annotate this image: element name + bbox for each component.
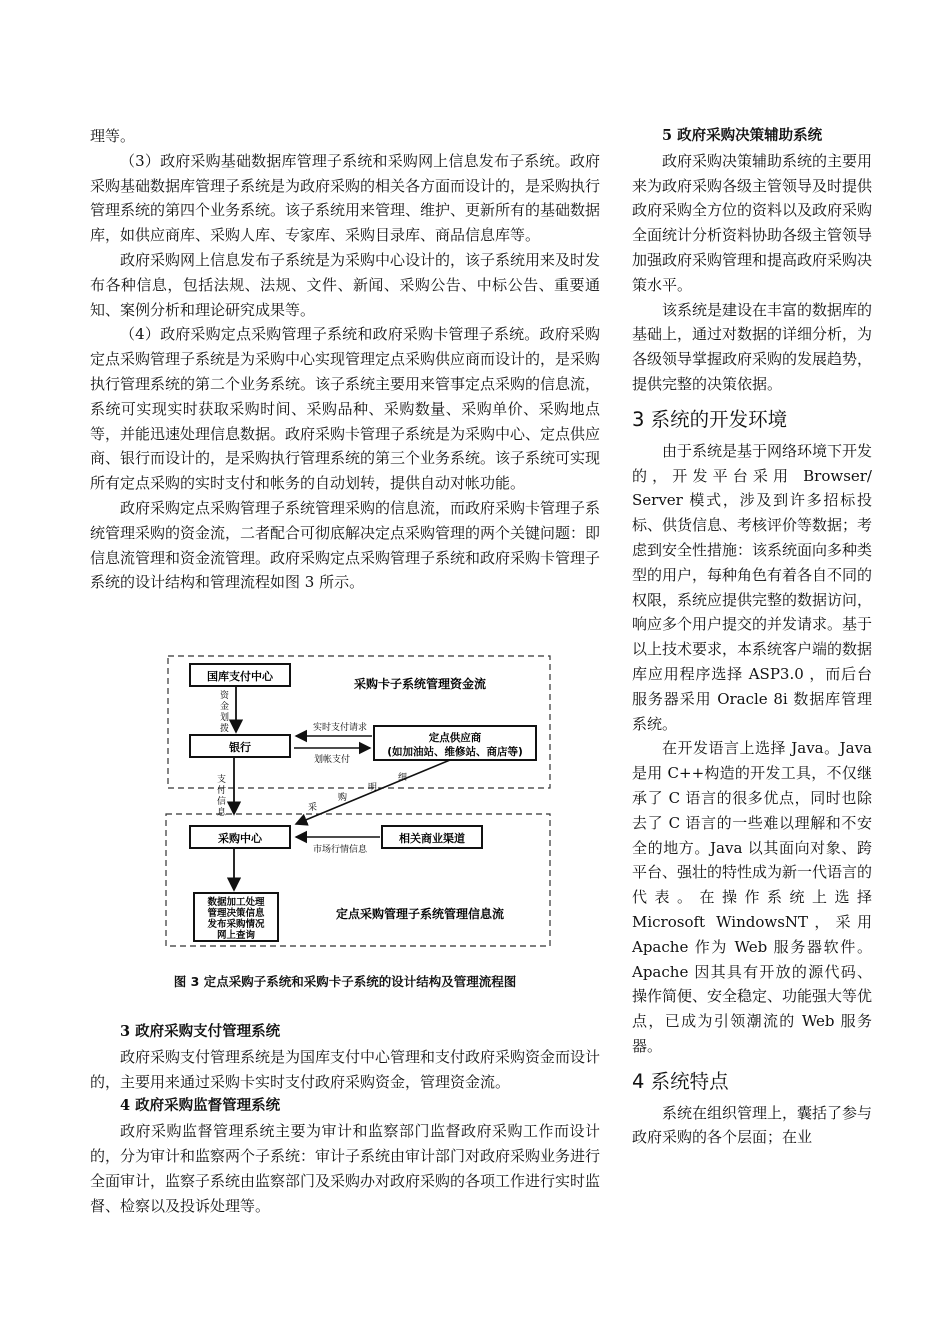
- left-column-top: [90, 124, 600, 595]
- heading-supervision-system: 4 政府采购监督管理系统: [120, 1097, 281, 1115]
- paragraph-supervision-system: 政府采购监督管理系统主要为审计和监察部门监督政府采购工作而设计的，分为审计和监察两个子系统：审计子系统由审计部门对政府采购业务进行全面审计，监察子系统由监察部门及采购办对政府采购的各项工作进行实时监督、检察以及投诉处理等。: [90, 1122, 601, 1215]
- market-info-label: 市场行情信息: [312, 845, 368, 855]
- right-column: [632, 124, 872, 1150]
- svg-text:明: 明: [368, 783, 378, 793]
- center-label: 采购中心: [218, 832, 262, 845]
- paragraph-dev-language: 在开发语言上选择 Java。Java 是用 C++构造的开发工具，不仅继承了 C 语言的很多优点，同时也除去了 C 语言的一些难以理解和不安全的地方。Java 以其面向对象、跨平台、强壮的特性成为新一代语言的代表。在操作系统上选择 Microsoft WindowsNT，采用 Apache 作为 Web 服务器软件。Apache 因其具有开放的源代码、操作简便、安全稳定、功能强大等优点，已成为引领潮流的 Web 服务器。: [632, 739, 873, 1055]
- svg-text:网上查询: 网上查询: [216, 930, 256, 941]
- channel-label: 相关商业渠道: [399, 832, 465, 845]
- info-flow-title: 定点采购管理子系统管理信息流: [335, 907, 505, 921]
- pay-info-label: [217, 773, 227, 818]
- fund-flow-title: 采购卡子系统管理资金流: [353, 677, 487, 691]
- svg-text:金: 金: [220, 702, 230, 712]
- paragraph-decision-support: 政府采购决策辅助系统的主要用来为政府采购各级主管领导及时提供政府采购全方位的资料以及政府采购全面统计分析资料协助各级主管领导加强政府采购管理和提高政府采购决策水平。: [632, 151, 873, 294]
- svg-text:采: 采: [308, 803, 318, 813]
- svg-text:数据加工处理: 数据加工处理: [207, 897, 265, 908]
- svg-text:支: 支: [217, 775, 227, 785]
- paragraph-decision-basis: 该系统是建设在丰富的数据库的基础上，通过对数据的详细分析，为各级领导掌握政府采购的发展趋势，提供完整的决策依据。: [632, 300, 873, 393]
- svg-text:细: 细: [398, 773, 408, 783]
- paragraph-database-subsystem: （3）政府采购基础数据库管理子系统和采购网上信息发布子系统。政府采购基础数据库管理子系统是为政府采购的相关各方面而设计的，是采购执行管理系统的第四个业务系统。该子系统用来管理、维护、更新所有的基础数据库，如供应商库、采购人库、专家库、采购目录库、商品信息库等。: [90, 151, 601, 245]
- supplier-label-line1: 定点供应商: [428, 732, 482, 744]
- paragraph-info-fund-flow: 政府采购定点采购管理子系统管理采购的信息流，而政府采购卡管理子系统管理采购的资金流，二者配合可彻底解决定点采购管理的两个关键问题：即信息流管理和资金流管理。政府采购定点采购管理子系统和政府采购卡管理子系统的设计结构和管理流程如图 3 所示。: [90, 498, 601, 592]
- svg-text:管理决策信息: 管理决策信息: [207, 908, 265, 919]
- svg-text:购: 购: [338, 793, 348, 803]
- figure-flowchart: [160, 652, 555, 947]
- paragraph-designated-purchase: （4）政府采购定点采购管理子系统和政府采购卡管理子系统。政府采购定点采购管理子系统是为采购中心实现管理定点采购供应商而设计的，是采购执行管理系统的第二个业务系统。该子系统主要用来管事定点采购的信息流，系统可实现实时获取采购时间、采购品种、采购数量、采购单价、采购地点等，并能迅速处理信息数据。政府采购卡管理子系统是为采购中心、定点供应商、银行而设计的，是采购执行管理系统的第三个业务系统。该子系统可实现所有定点采购的实时支付和帐务的自动划转，提供自动对帐功能。: [90, 325, 601, 493]
- svg-text:划: 划: [220, 713, 230, 723]
- transfer-pay-label: 划帐支付: [313, 755, 351, 765]
- fund-transfer-label: [220, 689, 230, 734]
- svg-text:息: 息: [217, 808, 227, 818]
- section-heading-features: 4 系统特点: [632, 1069, 729, 1093]
- section-heading-dev-env: 3 系统的开发环境: [632, 407, 788, 431]
- purchase-detail-label: [308, 772, 407, 813]
- svg-text:资: 资: [220, 691, 230, 701]
- svg-text:发布采购情况: 发布采购情况: [207, 919, 265, 930]
- paragraph-continuation: 理等。: [90, 127, 136, 145]
- svg-text:信: 信: [217, 797, 227, 807]
- bank-label: 银行: [229, 741, 251, 754]
- svg-text:付: 付: [217, 786, 227, 796]
- paragraph-publish-subsystem: 政府采购网上信息发布子系统是为采购中心设计的，该子系统用来及时发布各种信息，包括法规、法规、文件、新闻、采购公告、中标公告、重要通知、案例分析和理论研究成果等。: [90, 250, 601, 319]
- heading-decision-support: 5 政府采购决策辅助系统: [662, 127, 823, 144]
- paragraph-features: 系统在组织管理上，囊括了参与政府采购的各个层面；在业: [632, 1103, 873, 1147]
- treasury-label: 国库支付中心: [207, 670, 273, 683]
- realtime-request-label: 实时支付请求: [312, 723, 368, 733]
- paragraph-dev-env: 由于系统是基于网络环境下开发的，开发平台采用 Browser/ Server 模式，涉及到许多招标投标、供货信息、考核评价等数据；考虑到安全性措施：该系统面向多种类型的用户，每种角色有着各自不同的权限，系统应提供完整的数据访问，响应多个用户提交的并发请求。基于以上技术要求，本系统客户端的数据库应用程序选择 ASP3.0 ，而后台服务器采用 Oracle 8i 数据库管理系统。: [632, 441, 873, 733]
- heading-payment-system: 3 政府采购支付管理系统: [120, 1023, 281, 1040]
- supplier-label-line2: (如加油站、维修站、商店等): [387, 746, 523, 758]
- left-column-bottom: [90, 1020, 600, 1218]
- svg-text:拨: 拨: [220, 724, 230, 734]
- figure-caption: 图 3 定点采购子系统和采购卡子系统的设计结构及管理流程图: [173, 974, 517, 989]
- paragraph-payment-system: 政府采购支付管理系统是为国库支付中心管理和支付政府采购资金而设计的，主要用来通过采购卡实时支付政府采购资金，管理资金流。: [90, 1047, 601, 1091]
